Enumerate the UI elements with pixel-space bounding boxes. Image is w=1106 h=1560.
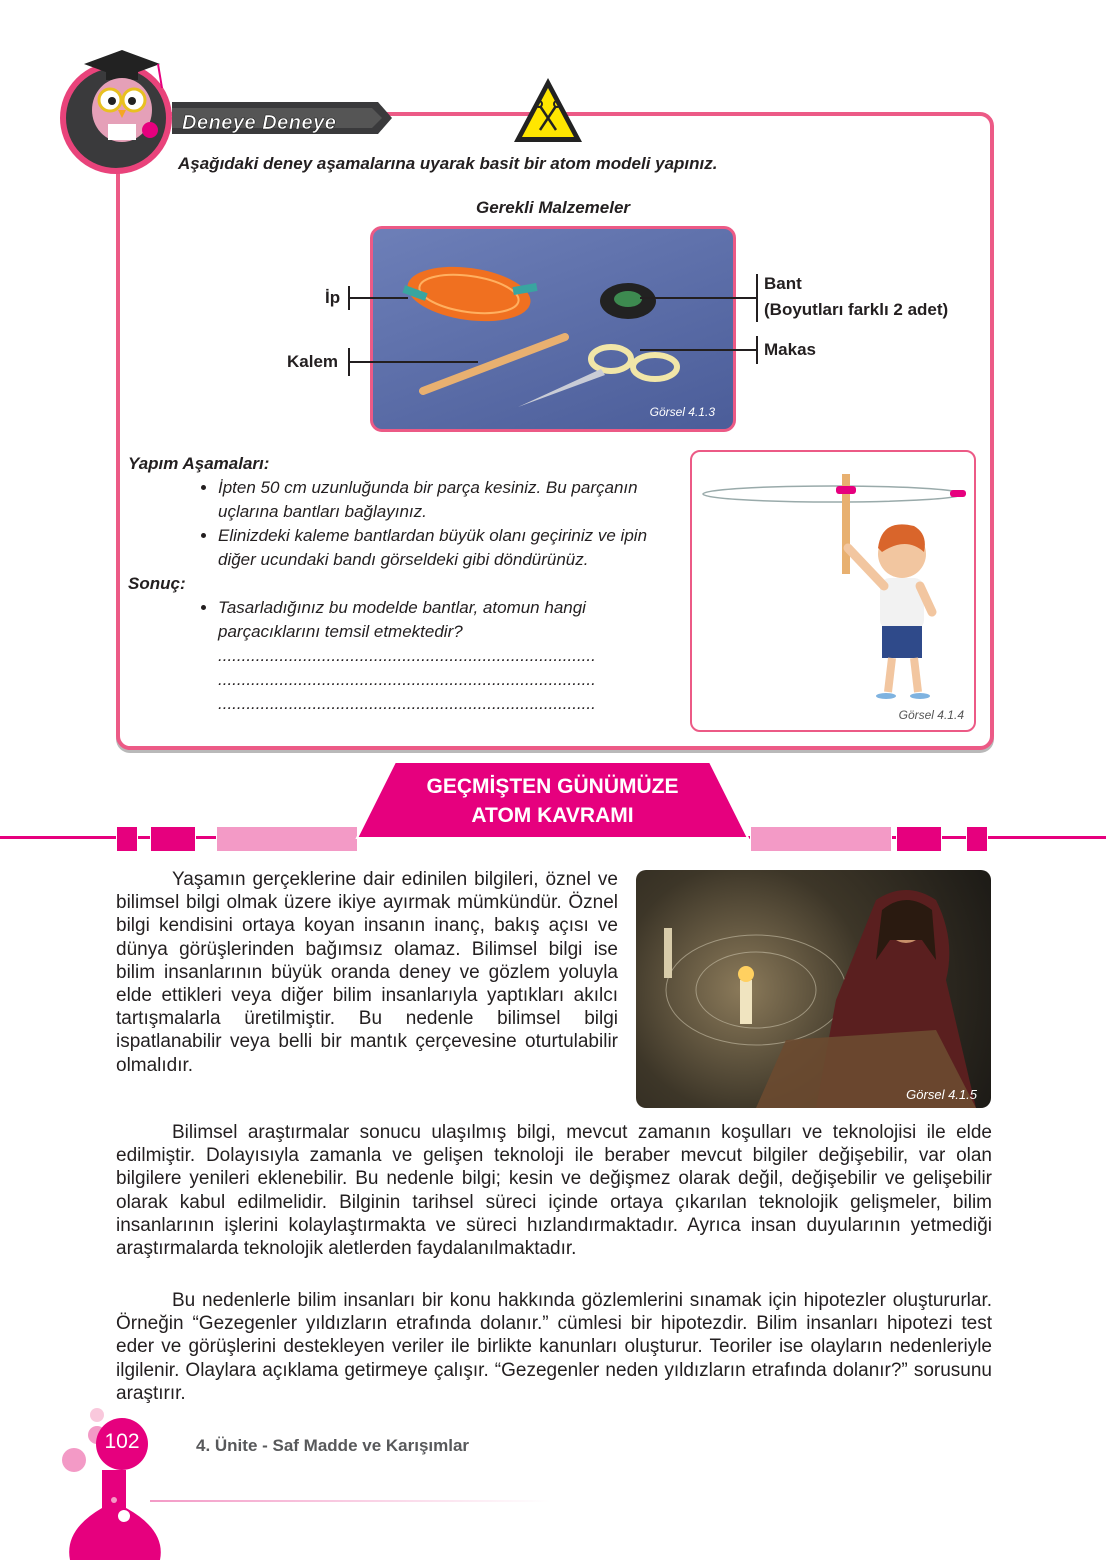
- warning-scissors-icon: [512, 74, 584, 146]
- section-title-line: ATOM KAVRAMI: [471, 804, 634, 827]
- divider-bar: [750, 826, 892, 852]
- divider-square: [116, 826, 138, 852]
- experiment-instruction: Aşağıdaki deney aşamalarına uyarak basit bir atom modeli yapınız.: [178, 154, 718, 173]
- answer-line[interactable]: ................................................................................: [218, 646, 596, 665]
- result-item: • Tasarladığınız bu modelde bantlar, atomun hangi parçacıklarını temsil etmektedir?: [218, 596, 688, 644]
- scientist-photo: [636, 870, 991, 1108]
- step-item: • İpten 50 cm uzunluğunda bir parça kesiniz. Bu parçanın uçlarına bantları bağlayınız.: [218, 476, 688, 524]
- scientist-illustration: [636, 870, 991, 1108]
- footer-rule: [150, 1500, 550, 1502]
- boy-illustration: [692, 452, 974, 730]
- label-ip: İp: [325, 288, 341, 307]
- bracket-bant: [756, 274, 758, 322]
- footer-bubble: [90, 1408, 104, 1422]
- answer-line[interactable]: ................................................................................: [218, 694, 596, 713]
- footer-unit-title: 4. Ünite - Saf Madde ve Karışımlar: [196, 1436, 470, 1455]
- paragraph: Bu nedenlerle bilim insanları bir konu hakkında gözlemlerini sınamak için hipotezler oluştururlar. Örneğin “Gezegenler yıldızların etrafında dolanır.” cümlesi bir hipotezdir. Bilim insanları hipotezi test eder ve görüşlerini destekleyen veriler ile birlikte kanunları oluşturur. Teoriler ise olayların nedenleriyle ilgilenir. Olaylara açıklama getirmeye çalışır. “Gezegenler neden yıldızların etrafında dolanır?” sorusunu araştırır.: [116, 1290, 992, 1404]
- paragraph: Bilimsel araştırmalar sonucu ulaşılmış bilgi, mevcut zamanın koşulları ve teknolojisi ile elde edilmiştir. Dolayısıyla zamanla ve gelişen teknoloji ile beraber mevcut bilgiler değişebilir, var olan bilgilere yenileri eklenebilir. Bu nedenle bilgi; kesin ve değişmez olarak değil, değişebilir ve gelişebilir olarak kabul edilmelidir. Bilginin tarihsel süreci içinde ortaya çıkarılan teknolojik gelişmeler, bilim insanlarının işlerini kolaylaştırmakta ve süreci hızlandırmaktadır. Ayrıca insan duyularının yetmediği araştırmalarda teknolojik aletlerden faydalanılmaktadır.: [116, 1122, 992, 1260]
- leader-bant: [640, 297, 756, 299]
- boy-atom-model-photo: [690, 450, 976, 732]
- flask-icon: [60, 1470, 170, 1560]
- materials-photo: [370, 226, 736, 432]
- photo-caption-4-1-5: Görsel 4.1.5: [906, 1087, 977, 1102]
- photo-caption-4-1-3: Görsel 4.1.3: [649, 405, 715, 419]
- result-heading: Sonuç:: [128, 574, 186, 593]
- divider-bar: [216, 826, 358, 852]
- steps-list: [128, 476, 688, 572]
- page-number: 102: [104, 1430, 140, 1453]
- materials-illustration: [373, 229, 736, 432]
- label-kalem: Kalem: [287, 352, 339, 371]
- leader-kalem: [348, 361, 478, 363]
- label-bant: Bant: [764, 274, 802, 293]
- divider-square: [150, 826, 196, 852]
- banner-title: Deneye Deneye: [182, 112, 337, 134]
- answer-lines: [128, 644, 674, 716]
- steps-heading: Yapım Aşamaları:: [128, 454, 270, 473]
- leader-makas: [640, 349, 756, 351]
- owl-mascot-icon: [62, 38, 182, 158]
- result-list: [128, 596, 688, 644]
- leader-ip: [348, 297, 408, 299]
- paragraph: Yaşamın gerçeklerine dair edinilen bilgileri, öznel ve bilimsel bilgi olmak üzere ikiye ayırmak mümkündür. Öznel bilgi kendisini ortaya koyan insanın inanç, bakış açısı ve dünya görüşlerinden bağımsız olamaz. Bilimsel bilgi ise bilim insanlarının büyük oranda deney ve gözlem yoluyla elde ettikleri veya diğer bilim insanlarıyla yaptıkları akılcı tartışmalarla üretilmiştir. Bu nedenle bilimsel bilgi ispatlanabilir veya belli bir mantık çerçevesine oturtulabilir olmalıdır.: [116, 869, 618, 1076]
- bracket-makas: [756, 336, 758, 364]
- label-bant-note: (Boyutları farklı 2 adet): [764, 300, 949, 319]
- section-title-line: GEÇMİŞTEN GÜNÜMÜZE: [426, 775, 679, 798]
- steps-section: [128, 452, 688, 716]
- answer-line[interactable]: ................................................................................: [218, 670, 596, 689]
- section-title: [355, 772, 750, 830]
- divider-square: [966, 826, 988, 852]
- label-makas: Makas: [764, 340, 816, 359]
- materials-title: Gerekli Malzemeler: [475, 198, 631, 217]
- divider-square: [896, 826, 942, 852]
- footer-bubble: [62, 1448, 86, 1472]
- step-item: • Elinizdeki kaleme bantlardan büyük olanı geçiriniz ve ipin diğer ucundaki bandı görseldeki gibi döndürünüz.: [218, 524, 688, 572]
- photo-caption-4-1-4: Görsel 4.1.4: [898, 708, 964, 722]
